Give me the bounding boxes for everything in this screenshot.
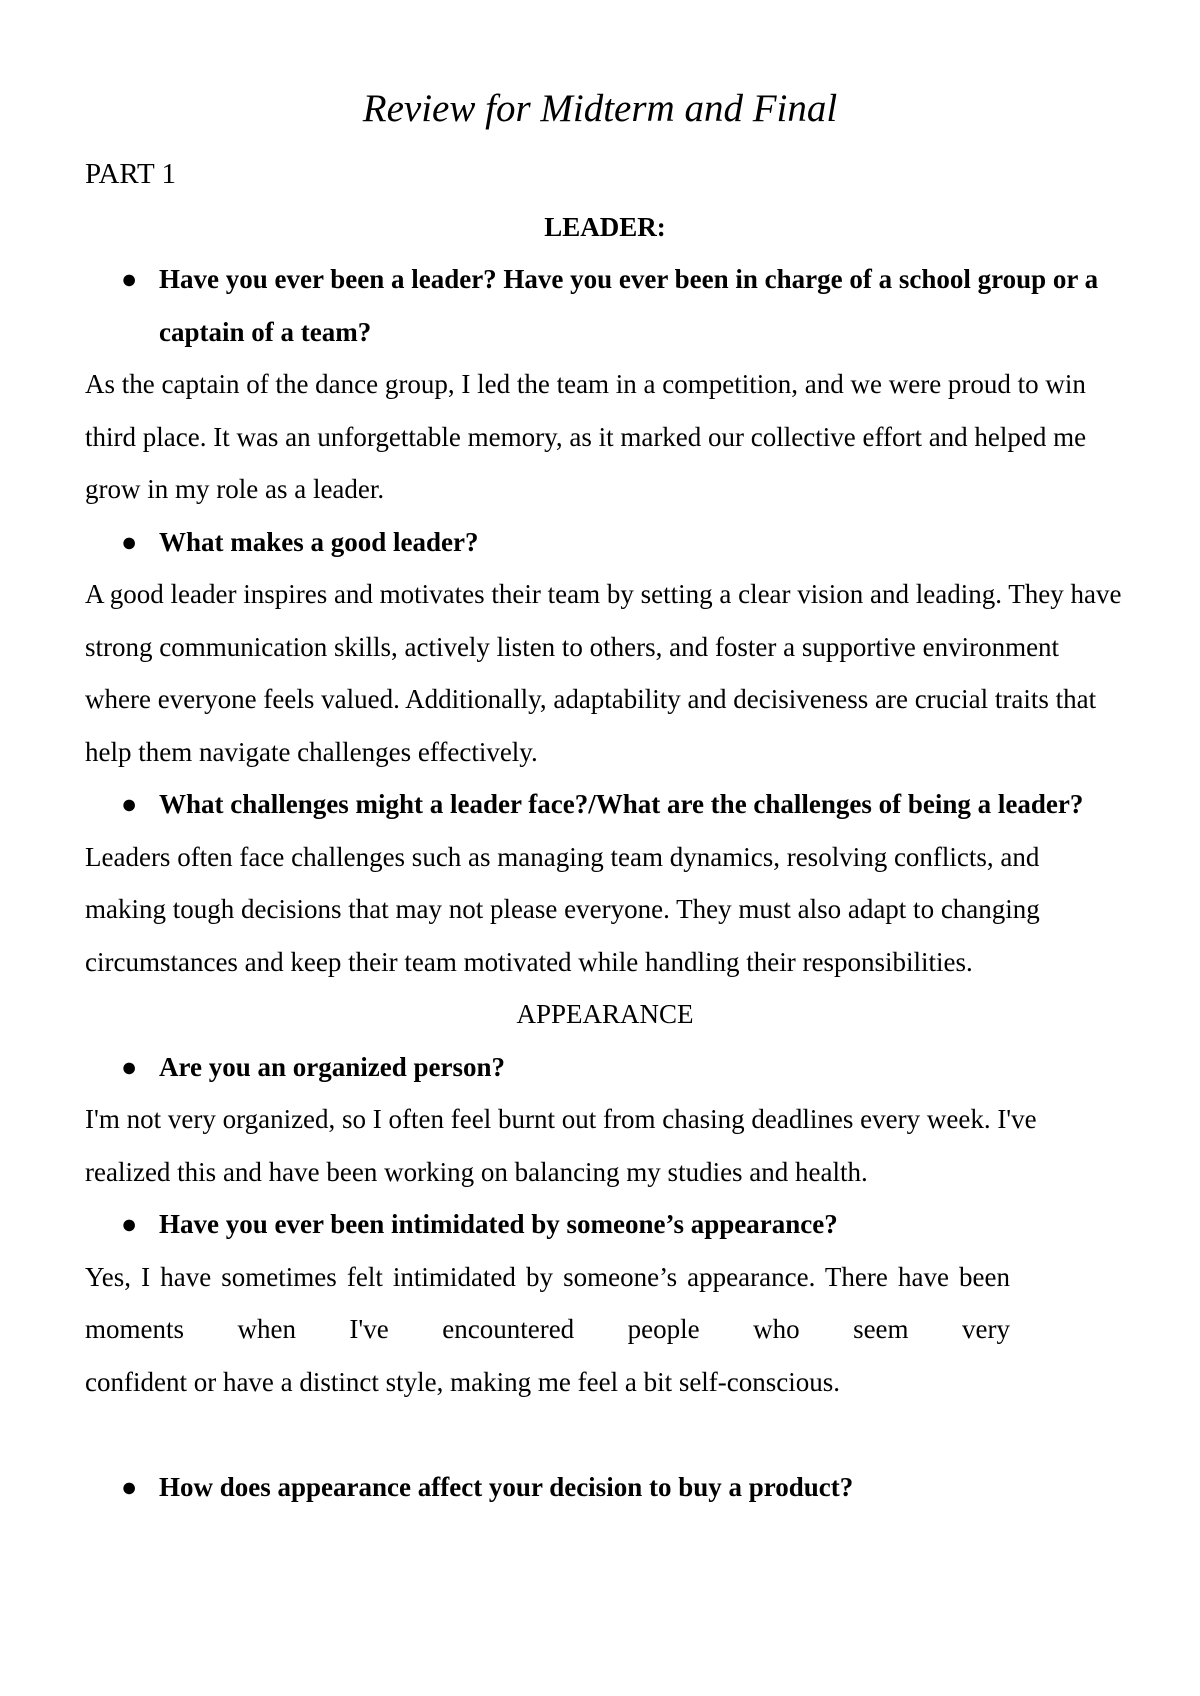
part-heading: PART 1 — [85, 158, 176, 190]
answer-last-line: confident or have a distinct style, making me feel a bit self-conscious. — [85, 1366, 841, 1397]
bullet-icon: ● — [121, 1471, 138, 1502]
answer-justified-lines: Yes, I have sometimes felt intimidated by someone’s appearance. There have been moments when I've encountered people who seem very — [85, 1261, 1010, 1344]
question-leader-1 — [85, 253, 1125, 358]
bullet-icon: ● — [121, 526, 138, 557]
bullet-icon: ● — [121, 264, 138, 294]
question-appearance-3 — [85, 1461, 1125, 1514]
answer-appearance-1: I'm not very organized, so I often feel burnt out from chasing deadlines every week. I've realized this and have been working on balancing my studies and health. — [85, 1104, 1037, 1187]
question-text: Have you ever been intimidated by someone’s appearance? — [159, 1209, 838, 1239]
question-text: What challenges might a leader face?/What are the challenges of being a leader? — [159, 789, 1084, 819]
question-leader-2 — [85, 516, 1125, 569]
answer-leader-3: Leaders often face challenges such as managing team dynamics, resolving conflicts, and making tough decisions that may not please everyone. They must also adapt to changing circumstances and keep their team motivated while handling their responsibilities. — [85, 841, 1040, 977]
blank-line — [85, 1408, 1125, 1461]
answer-leader-1: As the captain of the dance group, I led the team in a competition, and we were proud to win third place. It was an unforgettable memory, as it marked our collective effort and helped me grow in my role as a leader. — [85, 369, 1087, 504]
question-leader-3 — [85, 778, 1125, 831]
question-text: How does appearance affect your decision to buy a product? — [159, 1471, 854, 1502]
document-title: Review for Midterm and Final — [362, 87, 838, 130]
section-heading-appearance: APPEARANCE — [516, 999, 694, 1029]
answer-leader-2: A good leader inspires and motivates their team by setting a clear vision and leading. They have strong communication skills, actively listen to others, and foster a supportive environment where everyone feels valued. Additionally, adaptability and decisiveness are crucial traits that help them navigate challenges effectively. — [85, 579, 1122, 767]
question-appearance-1 — [85, 1041, 1125, 1094]
bullet-icon: ● — [121, 789, 138, 819]
bullet-icon: ● — [121, 1051, 138, 1082]
question-text: Are you an organized person? — [159, 1051, 506, 1082]
answer-appearance-2 — [85, 1251, 1010, 1409]
document-body — [85, 148, 1125, 1513]
question-text: Have you ever been a leader? Have you ever been in charge of a school group or a captain of a team? — [159, 264, 1099, 347]
section-heading-leader: LEADER: — [544, 211, 666, 242]
question-appearance-2 — [85, 1198, 1125, 1251]
question-text: What makes a good leader? — [159, 526, 479, 557]
bullet-icon: ● — [121, 1209, 138, 1239]
